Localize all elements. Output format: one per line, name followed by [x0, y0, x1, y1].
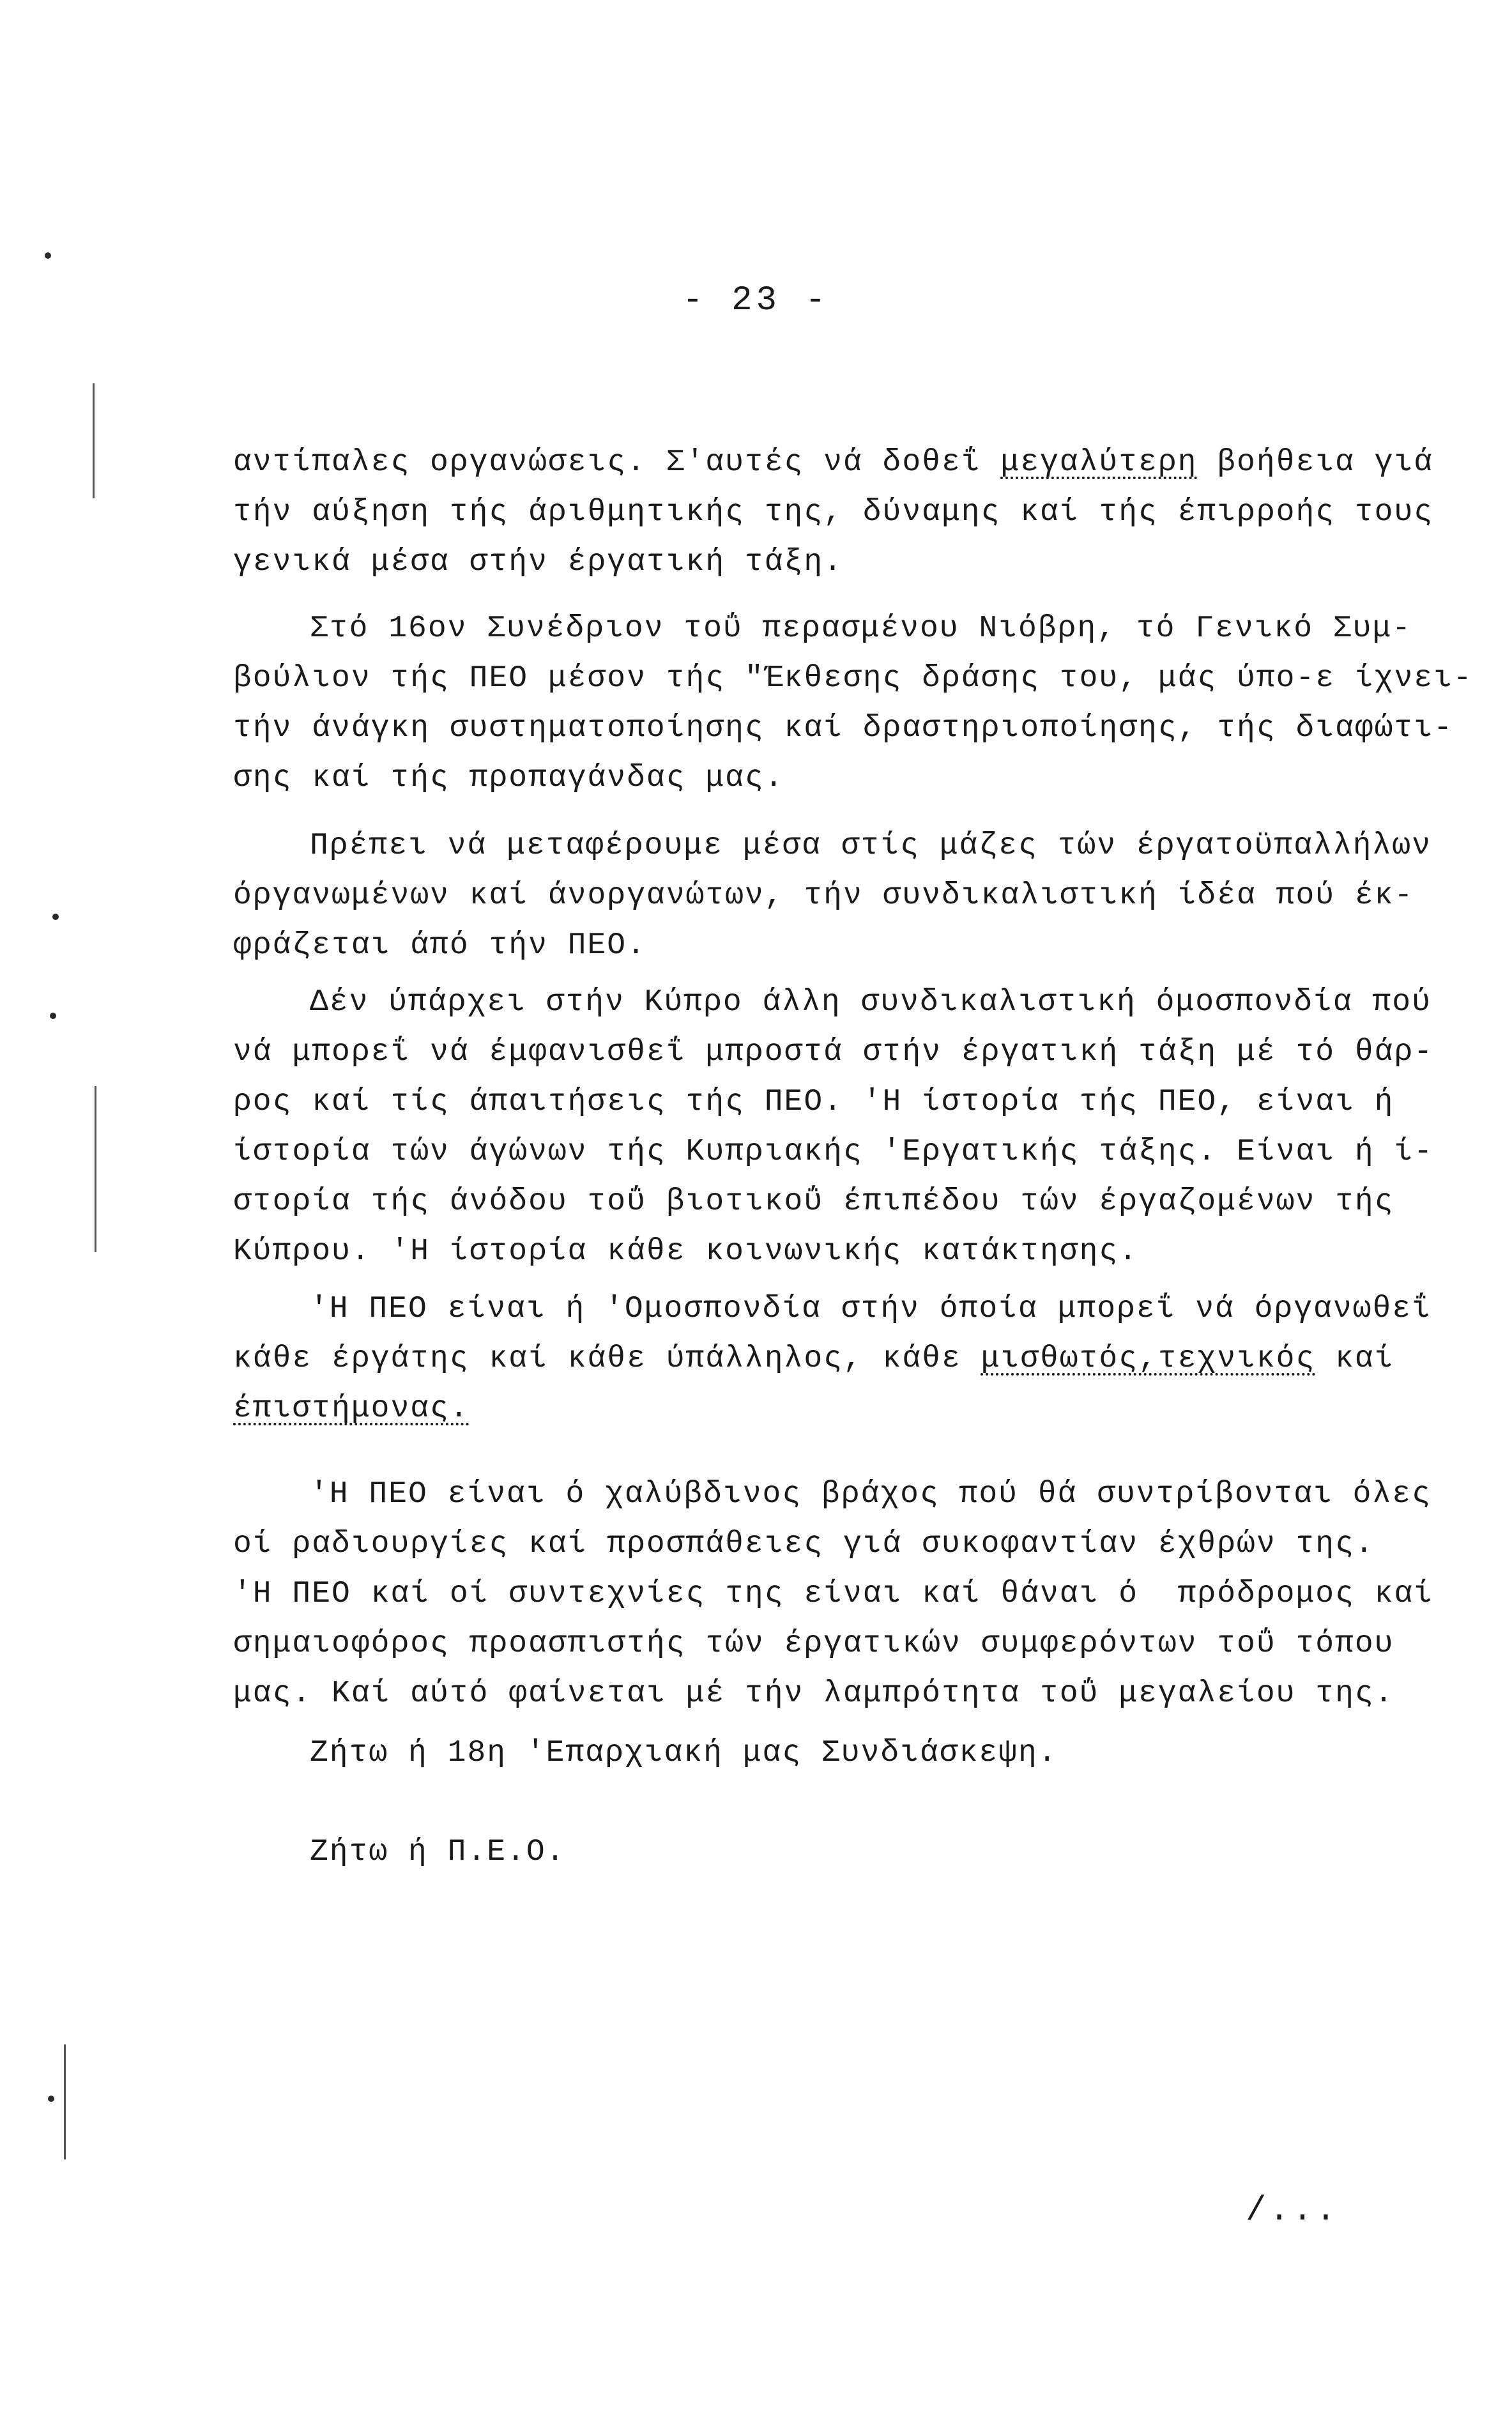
text-segment: Δέν ύπάρχει στήν Κύπρο άλλη συνδικαλιστική όμοσπονδία πού	[310, 985, 1432, 1020]
text-segment: σης καί τής προπαγάνδας μας.	[233, 761, 784, 795]
continuation-mark: /...	[1246, 2191, 1339, 2230]
text-segment: όργανωμένων καί άνοργανώτων, τήν συνδικαλιστική ίδέα πού έκ-	[233, 878, 1414, 913]
text-line	[233, 1469, 1447, 1519]
scan-mark	[95, 1086, 96, 1252]
text-line	[233, 1177, 1447, 1227]
text-segment: βοήθεια γιά	[1197, 445, 1434, 480]
text-line	[233, 1827, 1447, 1877]
text-segment: σημαιοφόρος προασπιστής τών έργατικών συμφερόντων τοΰ τόπου	[233, 1627, 1394, 1661]
paragraph	[233, 438, 1447, 587]
text-segment: νά μπορεΐ νά έμφανισθεΐ μπροστά στήν έργατική τάξη μέ τό θάρ-	[233, 1035, 1434, 1070]
text-segment: στορία τής άνόδου τοΰ βιοτικοΰ έπιπέδου τών έργαζομένων τής	[233, 1184, 1394, 1219]
text-line	[233, 604, 1447, 654]
text-segment: Ζήτω ή 18η 'Επαρχιακή μας Συνδιάσκεψη.	[310, 1736, 1058, 1770]
text-segment: αντίπαλες οργανώσεις. Σ'αυτές νά δοθεΐ	[233, 445, 1001, 480]
text-line	[233, 1619, 1447, 1669]
text-line	[233, 487, 1447, 537]
paragraph	[233, 604, 1473, 803]
text-segment: ίστορία τών άγώνων τής Κυπριακής 'Εργατικής τάξης. Είναι ή ί-	[233, 1135, 1434, 1169]
underlined-text: μεγαλύτερη	[1000, 445, 1198, 480]
text-line	[233, 753, 1447, 803]
text-line	[233, 1334, 1447, 1384]
text-line	[233, 1127, 1447, 1177]
paragraph	[233, 977, 1447, 1276]
text-line	[233, 871, 1447, 921]
underlined-text: μισθωτός,τεχνικός	[981, 1342, 1316, 1376]
text-line	[233, 1077, 1447, 1127]
text-segment: φράζεται άπό τήν ΠΕΟ.	[233, 928, 646, 963]
text-line	[233, 1669, 1447, 1719]
text-line	[233, 1384, 1447, 1434]
text-line	[233, 703, 1453, 753]
scan-mark	[93, 383, 95, 498]
text-segment: ρος καί τίς άπαιτήσεις τής ΠΕΟ. 'Η ίστορία τής ΠΕΟ, είναι ή	[233, 1085, 1394, 1119]
text-segment: 'Η ΠΕΟ είναι ό χαλύβδινος βράχος πού θά συντρίβονται όλες	[310, 1477, 1432, 1512]
text-line	[233, 654, 1473, 703]
text-line	[233, 821, 1447, 871]
paragraph	[233, 1284, 1447, 1434]
text-line	[233, 1519, 1447, 1569]
scan-mark	[50, 1013, 56, 1019]
text-segment: γενικά μέσα στήν έργατική τάξη.	[233, 545, 843, 579]
text-segment: Πρέπει νά μεταφέρουμε μέσα στίς μάζες τών έργατοϋπαλλήλων	[310, 829, 1432, 863]
text-line	[233, 1227, 1447, 1276]
text-line	[233, 1027, 1447, 1077]
scan-mark	[48, 2096, 54, 2102]
text-line	[233, 1569, 1447, 1619]
scan-mark	[52, 914, 59, 920]
paragraph	[233, 1728, 1447, 1778]
page-number: - 23 -	[682, 281, 830, 320]
text-line	[233, 438, 1447, 487]
text-segment: κάθε έργάτης καί κάθε ύπάλληλος, κάθε	[233, 1342, 981, 1376]
underlined-text: έπιστήμονας.	[233, 1392, 470, 1426]
paragraph	[233, 1827, 1447, 1877]
paragraph	[233, 821, 1447, 970]
text-segment: μας. Καί αύτό φαίνεται μέ τήν λαμπρότητα τοΰ μεγαλείου της.	[233, 1676, 1394, 1711]
text-segment: Κύπρου. 'Η ίστορία κάθε κοινωνικής κατάκτησης.	[233, 1234, 1139, 1269]
text-line	[233, 1728, 1447, 1778]
text-segment: οί ραδιουργίες καί προσπάθειες γιά συκοφαντίαν έχθρών της.	[233, 1527, 1375, 1561]
text-line	[233, 977, 1447, 1027]
text-line	[233, 921, 1447, 970]
text-segment: τήν άνάγκη συστηματοποίησης καί δραστηριοποίησης, τής διαφώτι-	[233, 711, 1453, 746]
text-segment: τήν αύξηση τής άριθμητικής της, δύναμης καί τής έπιρροής τους	[233, 495, 1434, 530]
text-segment: 'Η ΠΕΟ είναι ή 'Ομοσπονδία στήν όποία μπορεΐ νά όργανωθεΐ	[310, 1292, 1432, 1326]
scan-mark	[64, 2044, 66, 2159]
text-line	[233, 537, 1447, 587]
text-segment: 'Η ΠΕΟ καί οί συντεχνίες της είναι καί θάναι ό πρόδρομος καί	[233, 1577, 1434, 1611]
text-segment: Στό 16ον Συνέδριον τοΰ περασμένου Νιόβρη, τό Γενικό Συμ-	[310, 611, 1412, 646]
text-segment: Ζήτω ή Π.Ε.Ο.	[310, 1835, 566, 1869]
paragraph	[233, 1469, 1447, 1719]
text-line	[233, 1284, 1447, 1334]
text-segment: καί	[1315, 1342, 1394, 1376]
text-segment: βούλιον τής ΠΕΟ μέσον τής "Έκθεσης δράσης του, μάς ύπο-ε ίχνει-	[233, 661, 1473, 696]
scan-mark	[45, 252, 51, 259]
